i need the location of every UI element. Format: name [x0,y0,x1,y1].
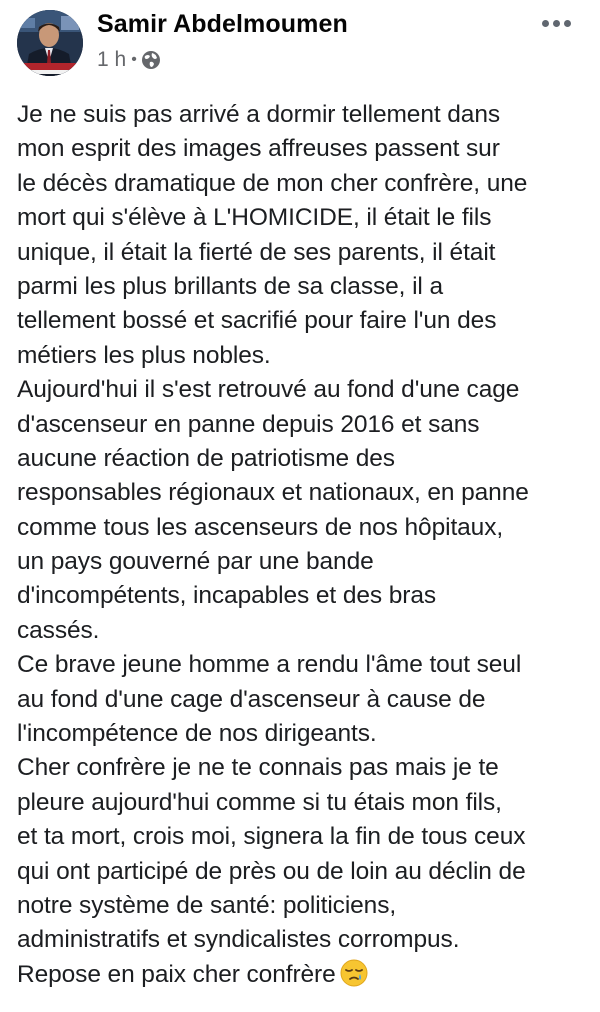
post-text-line: Aujourd'hui il s'est retrouvé au fond d'une cage [17,376,520,404]
post-text-line: unique, il était la fierté de ses parents, il était [17,238,496,266]
post-text-last-line [17,958,597,992]
post-text-line: mon esprit des images affreuses passent sur [17,135,500,163]
post-text-line: Je ne suis pas arrivé a dormir tellement dans [17,101,501,128]
avatar-image [17,10,83,76]
post-text-line: d'ascenseur en panne depuis 2016 et sans [17,410,480,438]
post-text-line: le décès dramatique de mon cher confrère, une [17,169,528,197]
post-text-line: mort qui s'élève à L'HOMICIDE, il était le fils [17,204,492,232]
post-text [17,98,597,992]
sad-sleepy-face-emoji [340,959,368,987]
post-text-line: métiers les plus nobles. [17,341,271,369]
post-text-line: Cher confrère je ne te connais pas mais je te [17,754,499,782]
post-meta [97,47,161,73]
meta-separator: • [131,51,137,68]
post-text-line: pleure aujourd'hui comme si tu étais mon fils, [17,788,502,816]
post-text-line: administratifs et syndicalistes corrompus. [17,926,460,954]
post-text-line: responsables régionaux et nationaux, en panne [17,479,529,507]
post-text-line: qui ont participé de près ou de loin au déclin de [17,857,526,885]
post-text-line: notre système de santé: politiciens, [17,891,397,919]
post-text-line: comme tous les ascenseurs de nos hôpitaux, [17,513,504,541]
post-text-line: Ce brave jeune homme a rendu l'âme tout seul [17,651,522,679]
post-text-line: au fond d'une cage d'ascenseur à cause de [17,685,486,713]
post-text-line: parmi les plus brillants de sa classe, il a [17,272,443,300]
post-text-line: un pays gouverné par une bande [17,548,374,576]
next-line-cutoff [225,1004,345,1012]
more-options-icon[interactable] [536,10,576,36]
post-text-line: l'incompétence de nos dirigeants. [17,720,377,748]
post-timestamp[interactable]: 1 h [97,48,127,71]
more-dot [542,20,549,27]
post-text-line: et ta mort, crois moi, signera la fin de tous ceux [17,823,526,851]
more-dot [564,20,571,27]
post-header [0,0,600,80]
globe-icon[interactable] [141,50,161,70]
post-text-line: aucune réaction de patriotisme des [17,444,395,472]
author-name[interactable]: Samir Abdelmoumen [97,10,348,38]
post-text-line: cassés. [17,616,100,644]
post-text-line: Repose en paix cher confrère [17,960,336,988]
author-avatar[interactable] [17,10,83,76]
post-text-line: d'incompétents, incapables et des bras [17,582,436,610]
more-dot [553,20,560,27]
post-text-line: tellement bossé et sacrifié pour faire l'un des [17,307,497,335]
